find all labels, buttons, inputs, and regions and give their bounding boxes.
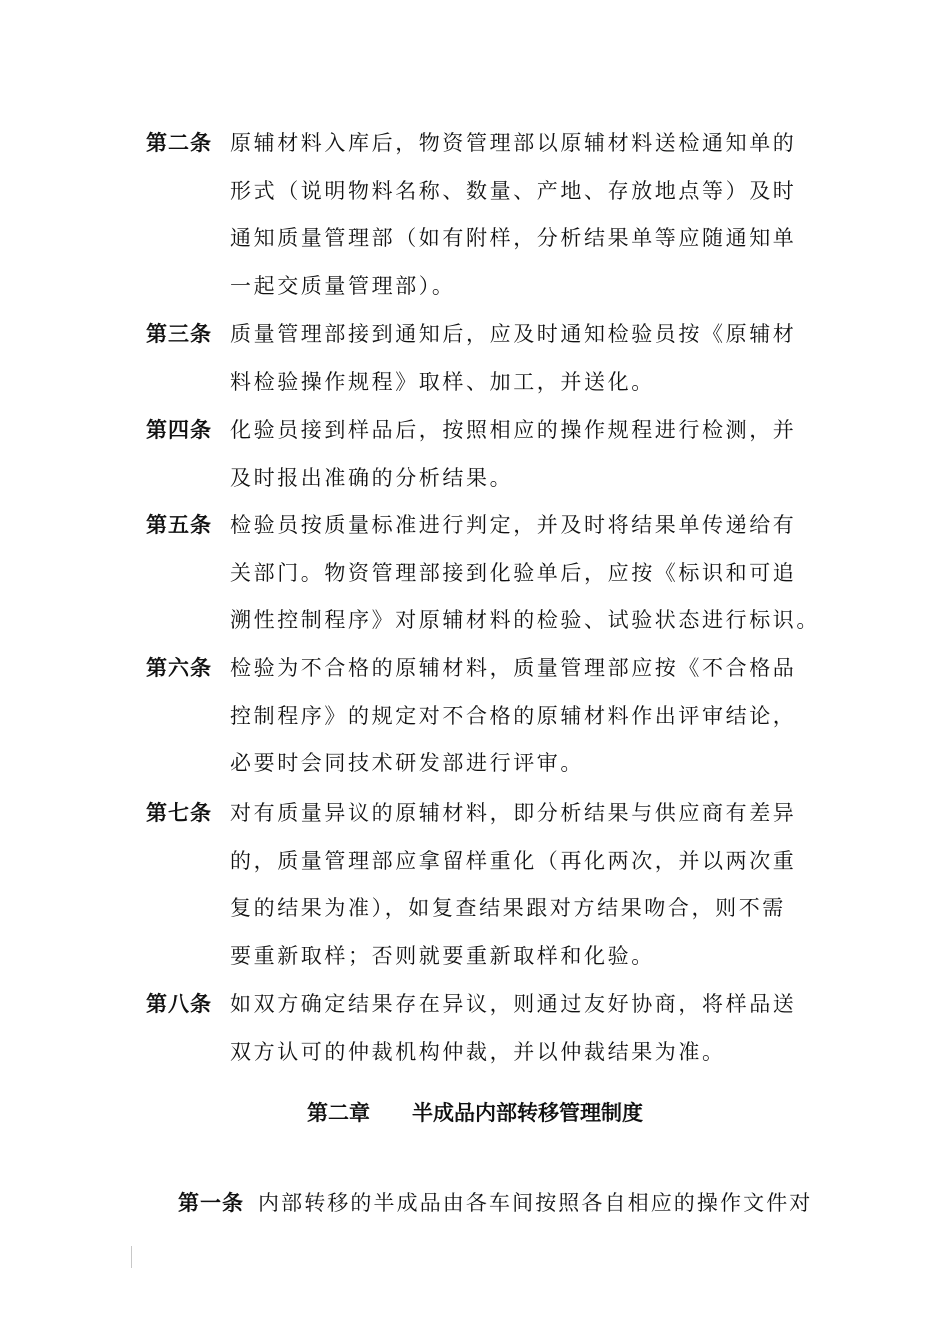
chapter-heading: 第二章 半成品内部转移管理制度 [307,1101,643,1125]
page-margin-mark [131,1246,132,1268]
article-label: 第四条 [146,418,212,442]
article-text: 检验为不合格的原辅材料，质量管理部应按《不合格品 控制程序》的规定对不合格的原辅材料作出评审结论， 必要时会同技术研发部进行评审。 [230,656,797,775]
article-label: 第二条 [146,131,212,155]
article-label: 第七条 [146,801,212,825]
article-label: 第八条 [146,992,212,1016]
article-text: 化验员接到样品后，按照相应的操作规程进行检测，并 及时报出准确的分析结果。 [230,418,797,490]
article-label: 第六条 [146,656,212,680]
article-text: 如双方确定结果存在异议，则通过友好协商，将样品送 双方认可的仲裁机构仲裁，并以仲裁结果为准。 [230,992,797,1064]
article-text: 检验员按质量标准进行判定，并及时将结果单传递给有 关部门。物资管理部接到化验单后，应按《标识和可追 溯性控制程序》对原辅材料的检验、试验状态进行标识。 [230,513,820,632]
article-text: 内部转移的半成品由各车间按照各自相应的操作文件对 [258,1191,813,1215]
article-text: 对有质量异议的原辅材料，即分析结果与供应商有差异 的，质量管理部应拿留样重化（再化两次，并以两次重 复的结果为准），如复查结果跟对方结果吻合，则不需 要重新取样；否则就要重新取样和化验。 [230,801,797,968]
article-text: 质量管理部接到通知后，应及时通知检验员按《原辅材 料检验操作规程》取样、加工，并送化。 [230,322,797,394]
article-text: 原辅材料入库后，物资管理部以原辅材料送检通知单的 形式（说明物料名称、数量、产地、存放地点等）及时 通知质量管理部（如有附样，分析结果单等应随通知单 一起交质量管理部）。 [230,131,797,298]
article-label: 第一条 [178,1191,244,1215]
article-label: 第五条 [146,513,212,537]
article-label: 第三条 [146,322,212,346]
